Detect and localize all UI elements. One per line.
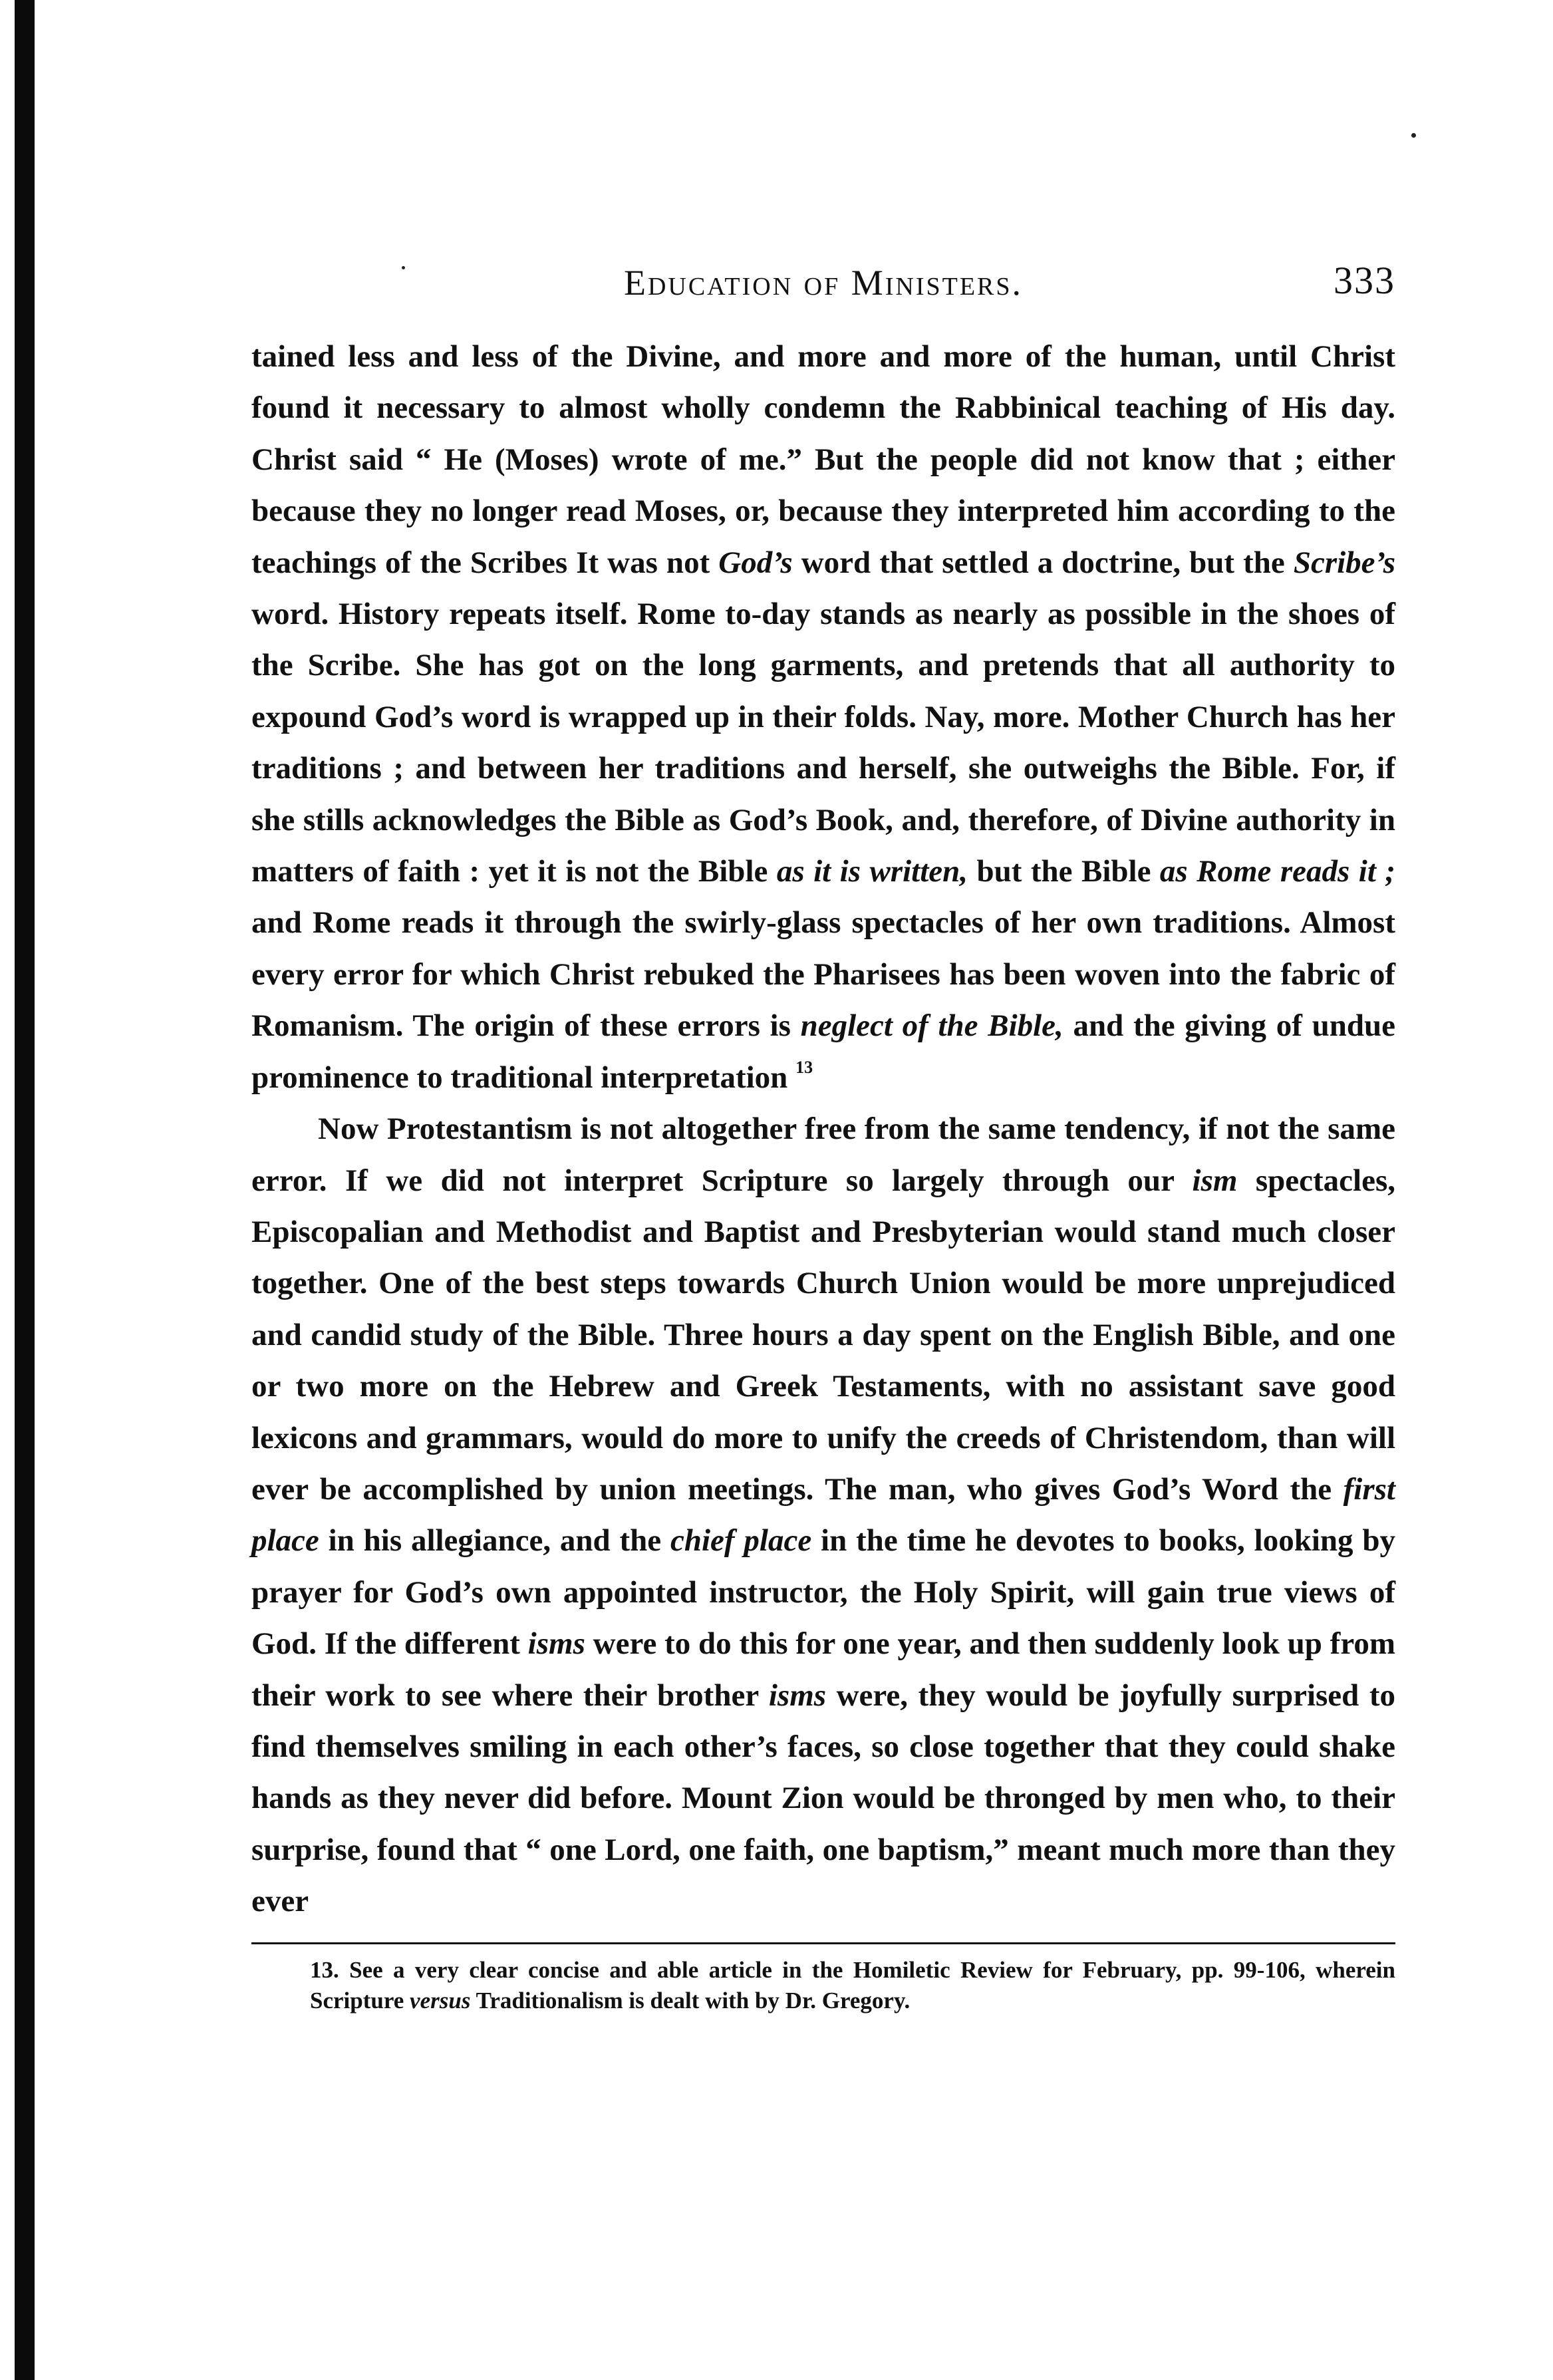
italic-run: chief place: [670, 1523, 812, 1559]
italic-run: versus: [410, 1987, 471, 2013]
paragraph-1: [251, 331, 1395, 1104]
body-text: [251, 331, 1395, 1928]
running-head: [251, 246, 1395, 319]
scan-edge-shadow: [15, 0, 35, 2380]
italic-run: isms: [527, 1626, 585, 1662]
italic-run: as it is written,: [776, 854, 968, 889]
text-run: word that settled a doctrine, but the: [792, 545, 1294, 580]
book-page: [251, 246, 1395, 2016]
text-run: word. History repeats itself. Rome to-day stands as nearly as possible in the shoes of the Scribe. She has got on the long garments, and pretends that all authority to expound God’s word is wrapped up in their folds. Nay, more. Mother Church has her traditions ; and between her traditions and herself, she outweighs the Bible. For, if she stills acknowledges the Bible as God’s Book, and, therefore, of Divine authority in matters of faith : yet it is not the Bible: [251, 597, 1395, 889]
text-run: and Rome reads it through the swirly-glass spectacles of her own traditions. Almost every error for which Christ rebuked the Pharisees has been woven into the fabric of Romanism. The origin of these errors is: [251, 905, 1395, 1044]
scan-speck: [1411, 133, 1416, 138]
italic-run: first place: [251, 1471, 1395, 1559]
italic-run: Scribe’s: [1293, 545, 1395, 580]
text-run: but the Bible: [968, 854, 1160, 889]
footnote-reference[interactable]: 13: [795, 1057, 813, 1077]
text-run: were to do this for one year, and then suddenly look up from their work to see where their brother: [251, 1626, 1395, 1713]
text-run: in his allegiance, and the: [319, 1523, 670, 1559]
page-number: 333: [1334, 259, 1395, 302]
text-run: and the giving of undue prominence to traditional interpretation: [251, 1008, 1395, 1095]
text-run: spectacles, Episcopalian and Methodist and Baptist and Presbyterian would stand much closer together. One of the best steps towards Church Union would be more unprejudiced and candid study of the Bible. Three hours a day spent on the English Bible, and one or two more on the Hebrew and Greek Testaments, with no assistant save good lexicons and grammars, would do more to unify the creeds of Christendom, than will ever be accomplished by union meetings. The man, who gives God’s Word the: [251, 1163, 1395, 1507]
italic-run: God’s: [718, 545, 793, 580]
text-run: tained less and less of the Divine, and more and more of the human, until Christ found it necessary to almost wholly condemn the Rabbinical teaching of His day. Christ said “ He (Moses) wrote of me.” But the people did not know that ; either because they no longer read Moses, or, because they interpreted him according to the teachings of the Scribes It was not: [251, 339, 1395, 580]
italic-run: neglect of the Bible,: [800, 1008, 1063, 1044]
text-run: were, they would be joyfully surprised to find themselves smiling in each other’s faces, so close together that they could shake hands as they never did before. Mount Zion would be thronged by men who, to their surprise, found that “ one Lord, one faith, one baptism,” meant much more than they ever: [251, 1678, 1395, 1919]
footnote-13: [251, 1955, 1395, 2016]
text-run: 13. See a very clear concise and able article in the Homiletic Review for February, pp. 99-106, wherein Scripture: [310, 1956, 1395, 2013]
paragraph-2: [251, 1104, 1395, 1928]
footnote-divider: [251, 1942, 1395, 1944]
italic-run: ism: [1192, 1163, 1238, 1198]
italic-run: as Rome reads it ;: [1159, 854, 1396, 889]
running-title: Education of Ministers.: [623, 263, 1024, 303]
text-run: Now Protestantism is not altogether free from the same tendency, if not the same error. If we did not interpret Scripture so largely through our: [251, 1112, 1395, 1198]
text-run: Traditionalism is dealt with by Dr. Gregory.: [470, 1987, 911, 2013]
text-run: in the time he devotes to books, looking by prayer for God’s own appointed instructor, the Holy Spirit, will gain true views of God. If the different: [251, 1523, 1395, 1662]
italic-run: isms: [768, 1678, 827, 1713]
